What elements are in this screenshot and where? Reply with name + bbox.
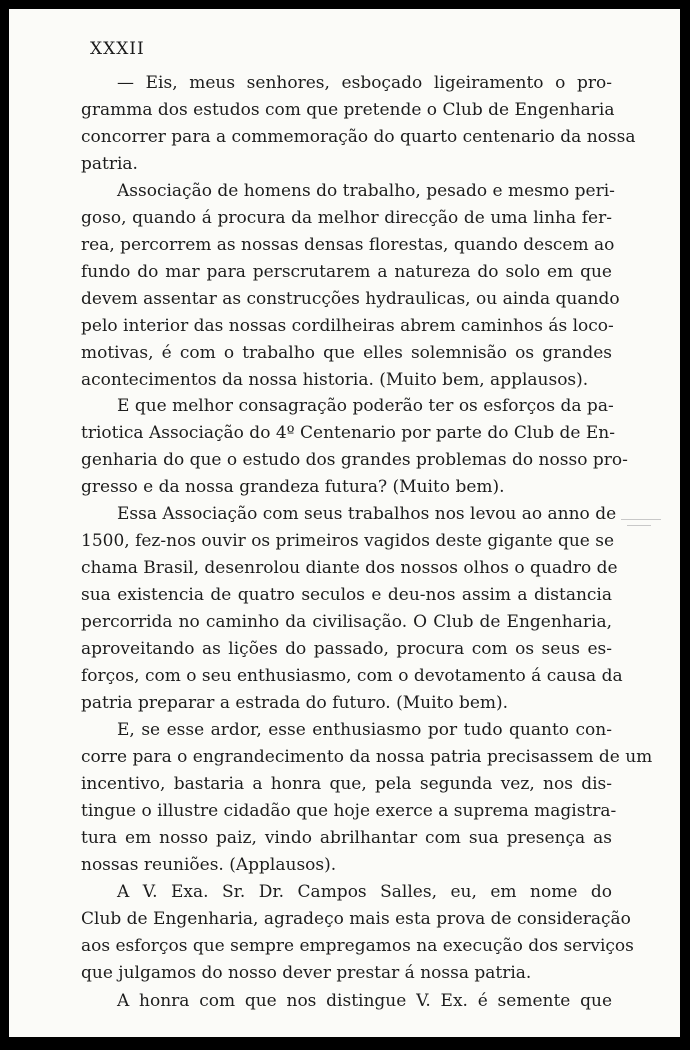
text-line: tingue o illustre cidadão que hoje exerce a suprema magistra- (81, 801, 617, 821)
text-line: sua existencia de quatro seculos e deu-nos assim a distancia (81, 585, 612, 605)
text-line: 1500, fez-nos ouvir os primeiros vagidos deste gigante que se (81, 531, 615, 551)
page-number-header: XXXII (90, 39, 145, 59)
text-line: Essa Associação com seus trabalhos nos levou ao anno de (117, 504, 617, 524)
paper-speck (621, 519, 661, 520)
text-line: gramma dos estudos com que pretende o Club de Engenharia (81, 100, 615, 120)
text-line: A honra com que nos distingue V. Ex. é semente que (117, 991, 612, 1011)
text-line: fundo do mar para perscrutarem a natureza do solo em que (81, 262, 612, 282)
text-line: patria. (81, 154, 138, 174)
text-line: concorrer para a commemoração do quarto centenario da nossa (81, 127, 636, 147)
text-line: genharia do que o estudo dos grandes problemas do nosso pro- (81, 450, 628, 470)
document-page (9, 9, 680, 1037)
text-line: que julgamos do nosso dever prestar á nossa patria. (81, 963, 532, 983)
text-line: acontecimentos da nossa historia. (Muito bem, applausos). (81, 370, 589, 390)
paper-speck (627, 525, 651, 526)
text-line: goso, quando á procura da melhor direcção de uma linha fer- (81, 208, 612, 228)
text-line: — Eis, meus senhores, esboçado ligeiramento o pro- (117, 73, 612, 93)
text-line: patria preparar a estrada do futuro. (Muito bem). (81, 693, 509, 713)
text-line: gresso e da nossa grandeza futura? (Muito bem). (81, 477, 505, 497)
text-line: motivas, é com o trabalho que elles solemnisão os grandes (81, 343, 612, 363)
text-line: triotica Associação do 4º Centenario por parte do Club de En- (81, 423, 615, 443)
text-line: A V. Exa. Sr. Dr. Campos Salles, eu, em nome do (117, 882, 612, 902)
text-line: tura em nosso paiz, vindo abrilhantar com sua presença as (81, 828, 612, 848)
text-line: Club de Engenharia, agradeço mais esta prova de consideração (81, 909, 631, 929)
text-line: E que melhor consagração poderão ter os esforços da pa- (117, 396, 614, 416)
text-line: nossas reuniões. (Applausos). (81, 855, 337, 875)
text-line: corre para o engrandecimento da nossa patria precisassem de um (81, 747, 653, 767)
text-line: incentivo, bastaria a honra que, pela segunda vez, nos dis- (81, 774, 612, 794)
text-line: aproveitando as lições do passado, procura com os seus es- (81, 639, 612, 659)
text-line: E, se esse ardor, esse enthusiasmo por tudo quanto con- (117, 720, 612, 740)
text-line: aos esforços que sempre empregamos na execução dos serviços (81, 936, 634, 956)
text-line: forços, com o seu enthusiasmo, com o devotamento á causa da (81, 666, 623, 686)
text-line: devem assentar as construcções hydraulicas, ou ainda quando (81, 289, 620, 309)
text-line: rea, percorrem as nossas densas florestas, quando descem ao (81, 235, 615, 255)
text-line: Associação de homens do trabalho, pesado e mesmo peri- (117, 181, 615, 201)
text-line: percorrida no caminho da civilisação. O Club de Engenharia, (81, 612, 612, 632)
text-line: chama Brasil, desenrolou diante dos nossos olhos o quadro de (81, 558, 618, 578)
text-line: pelo interior das nossas cordilheiras abrem caminhos ás loco- (81, 316, 614, 336)
